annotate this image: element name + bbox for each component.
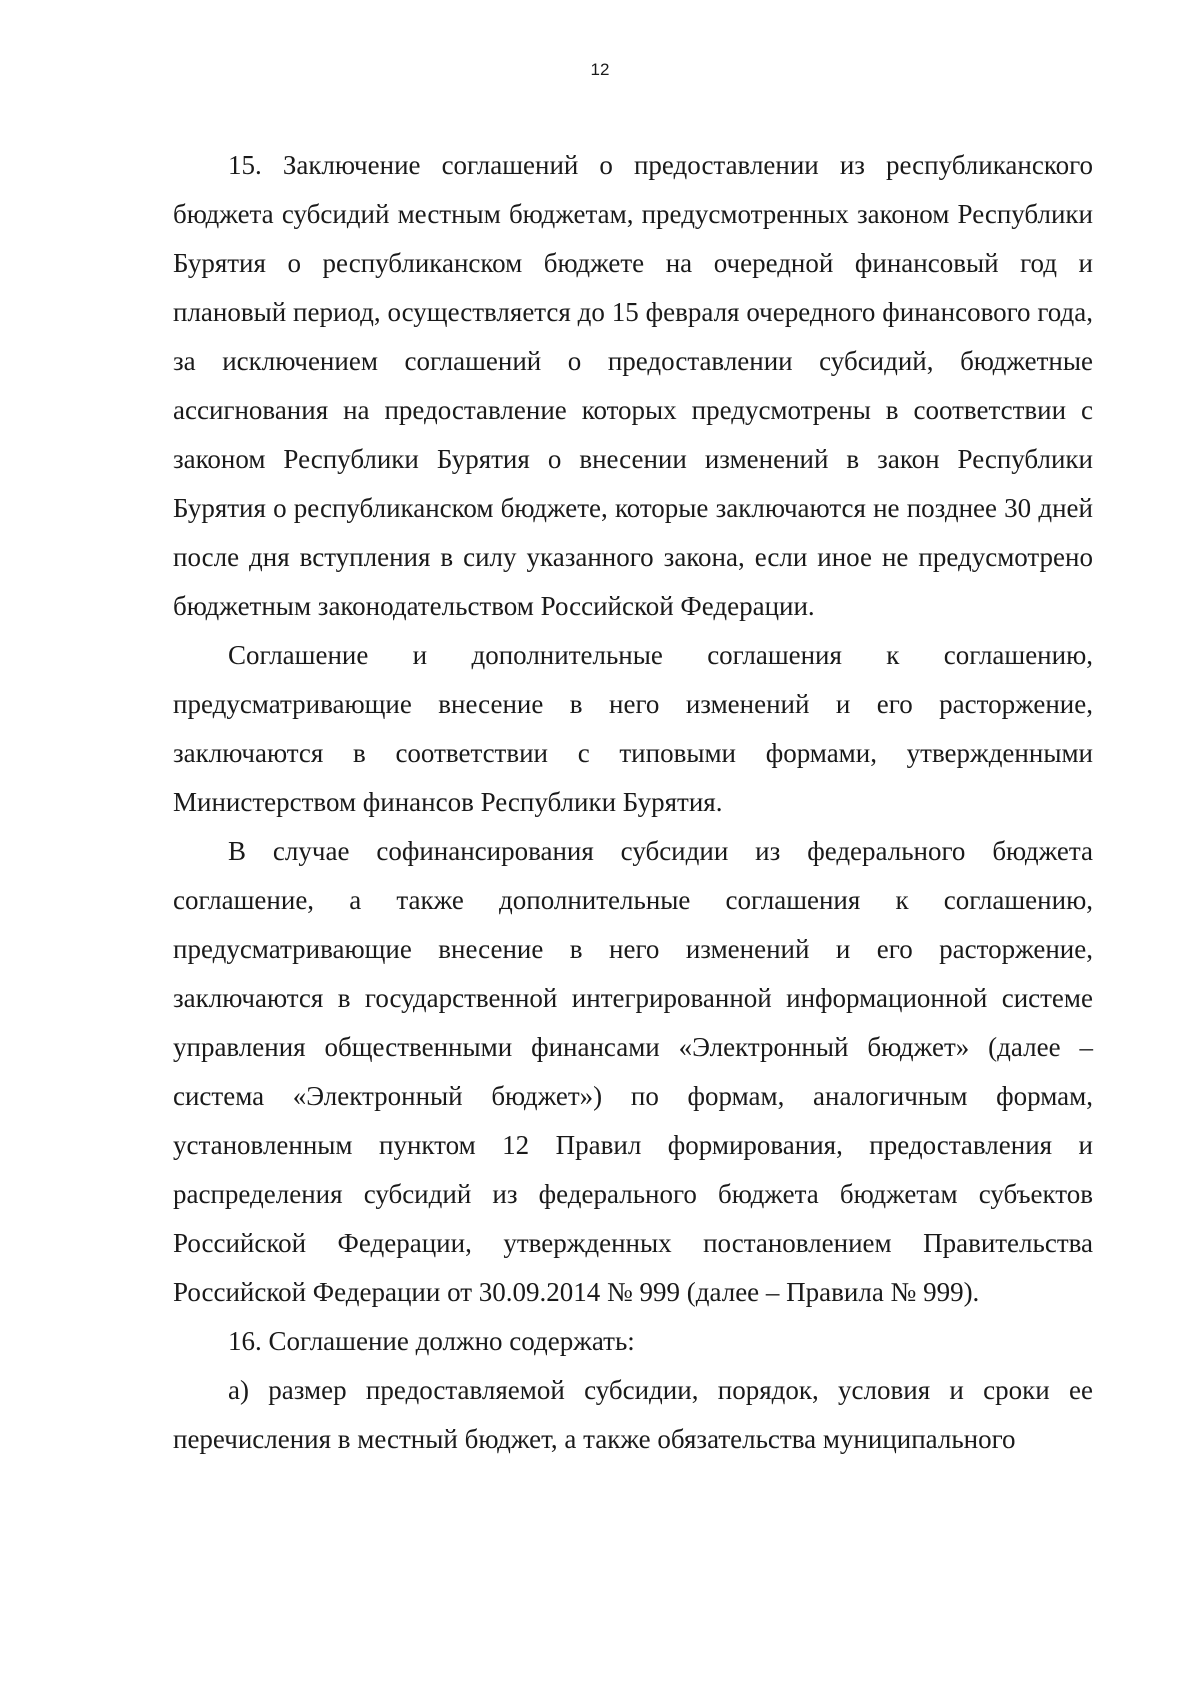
paragraph-16-item-a: а) размер предоставляемой субсидии, порядок, условия и сроки ее перечисления в местный бюджет, а также обязательства муниципального bbox=[173, 1375, 1093, 1454]
paragraph-agreement-forms: Соглашение и дополнительные соглашения к соглашению, предусматривающие внесение в него изменений и его расторжение, заключаются в соответствии с типовыми формами, утвержденными Министерством финансов Республики Бурятия. bbox=[173, 640, 1093, 817]
paragraph-cofinancing: В случае софинансирования субсидии из федерального бюджета соглашение, а также дополнительные соглашения к соглашению, предусматривающие внесение в него изменений и его расторжение, заключаются в государственной интегрированной информационной системе управления общественными финансами «Электронный бюджет» (далее – система «Электронный бюджет») по формам, аналогичным формам, установленным пунктом 12 Правил формирования, предоставления и распределения субсидий из федерального бюджета бюджетам субъектов Российской Федерации, утвержденных постановлением Правительства Российской Федерации от 30.09.2014 № 999 (далее – Правила № 999). bbox=[173, 836, 1093, 1307]
paragraph-15: 15. Заключение соглашений о предоставлении из республиканского бюджета субсидий местным бюджетам, предусмотренных законом Республики Бурятия о республиканском бюджете на очередной финансовый год и плановый период, осуществляется до 15 февраля очередного финансового года, за исключением соглашений о предоставлении субсидий, бюджетные ассигнования на предоставление которых предусмотрены в соответствии с законом Республики Бурятия о внесении изменений в закон Республики Бурятия о республиканском бюджете, которые заключаются не позднее 30 дней после дня вступления в силу указанного закона, если иное не предусмотрено бюджетным законодательством Российской Федерации. bbox=[173, 150, 1093, 621]
page-number: 12 bbox=[590, 60, 610, 79]
document-body bbox=[173, 141, 1093, 1464]
paragraph-16-heading: 16. Соглашение должно содержать: bbox=[228, 1326, 635, 1356]
